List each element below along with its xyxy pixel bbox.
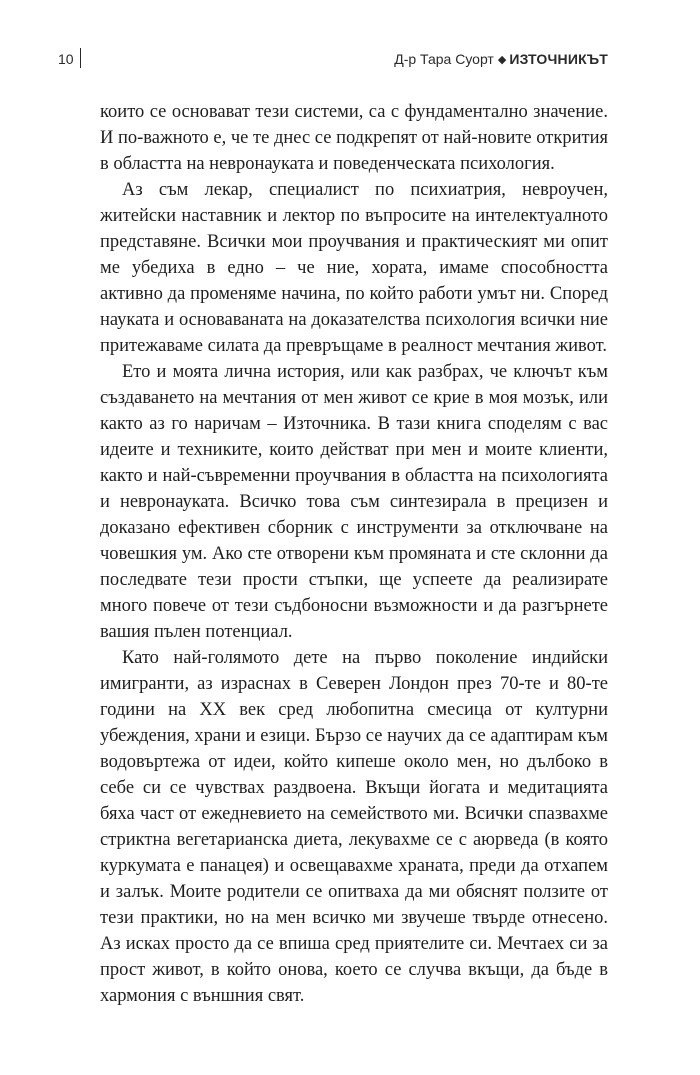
author-name: Д-р Тара Суорт <box>394 51 494 67</box>
diamond-icon: ◆ <box>497 54 507 66</box>
paragraph: Като най-голямото дете на първо поколение индийски имигранти, аз израснах в Северен Лондон през 70-те и 80-те години на XX век сред любопитна смесица от културни убеждения, храни и езици. Бързо се научих да се адаптирам към водовъртежа от идеи, който кипеше около мен, но дълбоко в себе си се чувствах раздвоена. Вкъщи йогата и медитацията бяха част от ежедневието на семейството ми. Всички спазвахме стриктна вегетарианска диета, лекувахме се с аюрведа (в която куркумата е панацея) и освещавахме храната, преди да отхапем и залък. Моите родители се опитваха да ми обяснят ползите от тези практики, но на мен всичко ми звучеше твърде отнесено. Аз исках просто да се впиша сред приятелите си. Мечтаех си за прост живот, в който онова, което се случва вкъщи, да бъде в хармония с външния свят. <box>100 648 608 1006</box>
paragraph: Аз съм лекар, специалист по психиатрия, невроучен, житейски наставник и лектор по въпросите на интелектуалното представяне. Всички мои проучвания и практическият ми опит ме убедиха в едно – че ние, хората, имаме способността активно да променяме начина, по който работи умът ни. Според науката и основаваната на доказателства психология всички ние притежаваме силата да превръщаме в реалност мечтания живот. <box>100 180 608 356</box>
paragraph: Ето и моята лична история, или как разбрах, че ключът към създаването на мечтания от мен живот се крие в моя мозък, или както аз го наричам – Източника. В тази книга споделям с вас идеите и техниките, които действат при мен и моите клиенти, както и най-съвременни проучвания в областта на психологията и невронауката. Всичко това съм синтезирала в прецизен и доказано ефективен сборник с инструменти за отключване на човешкия ум. Ако сте отворени към промяната и сте склонни да последвате тези прости стъпки, ще успеете да реализирате много повече от тези съдбоносни възможности и да разгърнете вашия пълен потенциал. <box>100 362 608 642</box>
header-divider <box>80 48 81 68</box>
page-body <box>100 99 608 1009</box>
running-head <box>394 50 608 69</box>
book-title: ИЗТОЧНИКЪТ <box>509 51 608 67</box>
paragraph: които се основават тези системи, са с фундаментално значение. И по-важното е, че те днес се подкрепят от най-новите открития в областта на невронауката и поведенческата психология. <box>100 102 608 174</box>
page-number: 10 <box>58 51 74 67</box>
running-header <box>58 50 608 72</box>
